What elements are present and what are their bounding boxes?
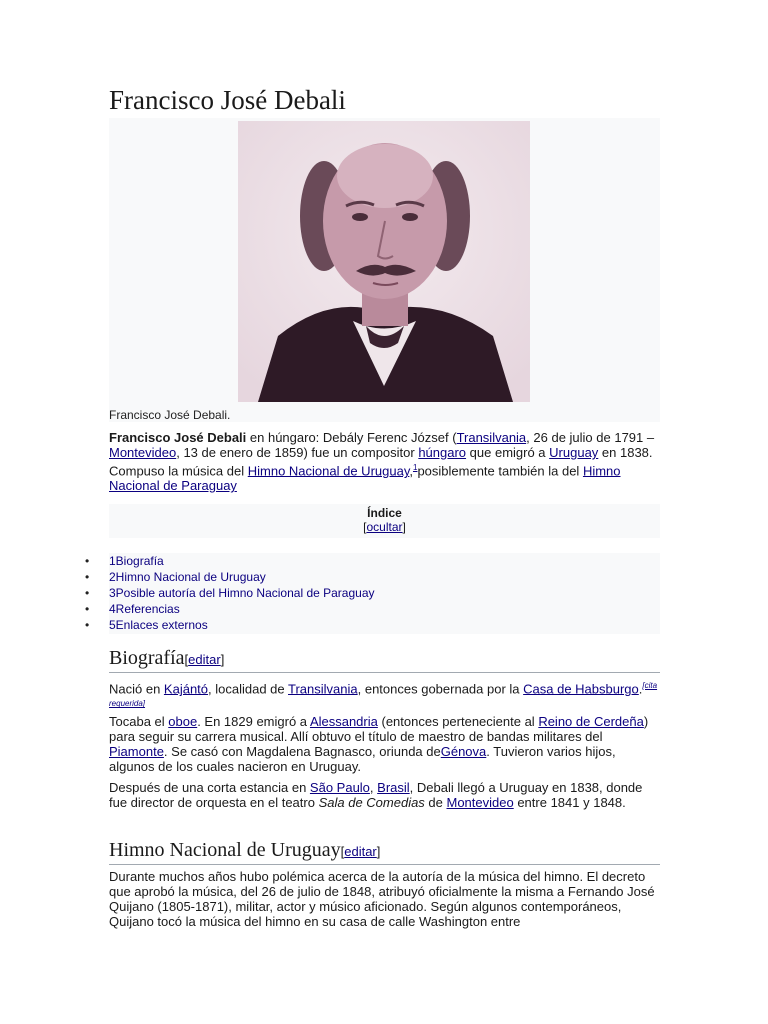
link-himno-paraguay[interactable]: Himno Nacional de Paraguay (109, 463, 621, 494)
text: ) para seguir su carrera musical. Allí obtuvo el título de maestro de bandas militares del (109, 714, 649, 744)
toc-toggle-link[interactable]: ocultar (366, 520, 403, 534)
text: Nació en (109, 681, 164, 697)
link-casa-habsburgo[interactable]: Casa de Habsburgo (523, 681, 639, 697)
link-reino-cerdena[interactable]: Reino de Cerdeña (538, 714, 644, 729)
portrait-image[interactable] (238, 121, 530, 402)
text: de (424, 795, 447, 810)
citation-needed-link[interactable]: [cita requerida] (109, 681, 658, 709)
intro-text: , 13 de enero de 1859) fue un compositor (176, 445, 419, 460)
link-hungaro[interactable]: húngaro (418, 445, 467, 460)
section-title: Himno Nacional de Uruguay (109, 839, 341, 861)
biografia-paragraph-3 (109, 780, 660, 810)
section-heading-himno (109, 838, 660, 865)
intro-paragraph (109, 430, 660, 493)
figure-caption: Francisco José Debali. (109, 408, 231, 422)
subject-name: Francisco José Debali (109, 430, 247, 445)
section-heading-biografia (109, 646, 660, 673)
link-himno-uruguay[interactable]: Himno Nacional de Uruguay (247, 463, 410, 479)
text: . En 1829 emigró a (197, 714, 310, 729)
toc-item-biografia[interactable]: • 1Biografía (109, 553, 660, 569)
link-uruguay[interactable]: Uruguay (549, 445, 599, 460)
bracket: ] (376, 844, 381, 859)
intro-text: que emigró a (466, 445, 550, 460)
toc-header (109, 504, 660, 538)
text: , localidad de (208, 681, 289, 697)
infobox-figure (109, 118, 660, 422)
text: , (369, 780, 378, 795)
link-alessandria[interactable]: Alessandria (309, 714, 378, 729)
link-oboe[interactable]: oboe (168, 714, 198, 729)
text: (entonces perteneciente al (377, 714, 539, 729)
link-genova[interactable]: Génova (440, 744, 487, 759)
text: Tocaba el (109, 714, 169, 729)
reference-link[interactable]: 1 (412, 463, 418, 472)
toc-list (109, 553, 660, 634)
text: . (638, 681, 643, 697)
toc-title: Índice (367, 506, 402, 520)
link-brasil[interactable]: Brasil (377, 780, 410, 795)
text: . Tuvieron varios hijos, algunos de los cuales nacieron en Uruguay. (109, 744, 616, 774)
section-title: Biografía (109, 647, 185, 669)
intro-text: en húngaro: Debály Ferenc József ( (246, 430, 457, 445)
text: Después de una corta estancia en (109, 780, 310, 795)
theatre-name: Sala de Comedias (318, 795, 425, 810)
intro-text: en 1838. Compuso la música del (109, 445, 653, 479)
link-kajanto[interactable]: Kajántó (163, 681, 209, 697)
text: , entonces gobernada por la (357, 681, 524, 697)
link-transilvania[interactable]: Transilvania (288, 681, 358, 697)
toc-item-himno-uruguay[interactable]: • 2Himno Nacional de Uruguay (109, 569, 660, 585)
biografia-paragraph-1 (109, 678, 660, 715)
edit-section (185, 652, 225, 667)
intro-text: , 26 de julio de 1791 – (526, 430, 655, 445)
link-montevideo[interactable]: Montevideo (109, 445, 177, 460)
link-piamonte[interactable]: Piamonte (109, 744, 164, 759)
edit-link[interactable]: editar (188, 652, 221, 667)
biografia-paragraph-2 (109, 714, 660, 774)
bracket: [ (363, 520, 367, 534)
intro-text: , (409, 463, 413, 479)
toc-item-enlaces[interactable]: • 5Enlaces externos (109, 617, 660, 633)
toc-item-himno-paraguay[interactable]: • 3Posible autoría del Himno Nacional de Paraguay (109, 585, 660, 601)
bracket: [ (340, 844, 345, 859)
page-title: Francisco José Debali (109, 84, 660, 119)
himno-paragraph-1: Durante muchos años hubo polémica acerca de la autoría de la música del himno. El decreto que aprobó la música, del 26 de julio de 1848, atribuyó oficialmente la misma a Fernando José Quijano (1805-1871), militar, actor y músico aficionado. Según algunos contemporáneos, Quijano tocó la música del himno en su casa de calle Washington entre (109, 869, 655, 929)
link-sao-paulo[interactable]: São Paulo (309, 780, 370, 795)
bracket: ] (402, 520, 406, 534)
text: . Se casó con Magdalena Bagnasco, oriunda de (163, 744, 441, 759)
bracket: [ (184, 652, 189, 667)
text: entre 1841 y 1848. (513, 795, 626, 810)
toc-item-referencias[interactable]: • 4Referencias (109, 601, 660, 617)
intro-text: posiblemente también la del (417, 463, 583, 479)
edit-link[interactable]: editar (344, 844, 377, 859)
text: , Debali llegó a Uruguay en 1838, donde fue director de orquesta en el teatro (109, 780, 643, 810)
edit-section (341, 844, 381, 859)
link-transilvania[interactable]: Transilvania (456, 430, 527, 445)
bracket: ] (220, 652, 225, 667)
link-montevideo[interactable]: Montevideo (446, 795, 514, 810)
